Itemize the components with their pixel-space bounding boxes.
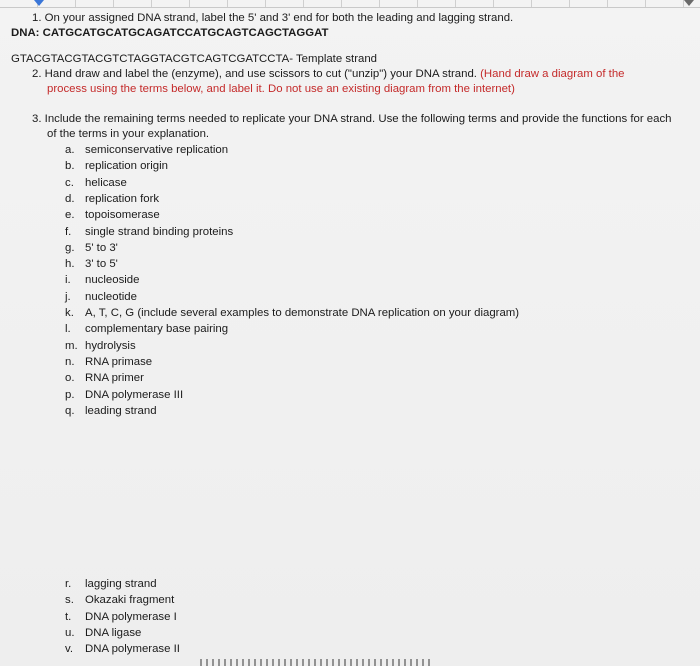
- question-2-red-text-1: (Hand draw a diagram of the: [480, 68, 625, 80]
- question-3-text: Include the remaining terms needed to replicate your DNA strand. Use the following terms and provide the functions for each: [44, 113, 672, 125]
- list-item-marker: t.: [65, 610, 72, 623]
- list-item: [65, 371, 144, 385]
- dna-label: DNA:: [11, 27, 40, 39]
- list-item-text: replication fork: [85, 192, 160, 205]
- list-item-marker: e.: [65, 209, 75, 222]
- list-item-marker: m.: [65, 339, 78, 352]
- list-item-text: leading strand: [85, 404, 157, 417]
- list-item-marker: u.: [65, 626, 75, 639]
- list-item-text: RNA primase: [85, 355, 153, 368]
- list-item-text: RNA primer: [85, 372, 144, 385]
- list-item-marker: v.: [65, 643, 74, 656]
- list-item-marker: b.: [65, 160, 75, 173]
- dna-line: [11, 26, 328, 40]
- question-3-line-2: of the terms in your explanation.: [47, 128, 210, 140]
- list-item-text: Okazaki fragment: [85, 594, 175, 607]
- list-item: [65, 225, 233, 239]
- list-item-text: single strand binding proteins: [85, 225, 234, 238]
- list-item-text: DNA polymerase I: [85, 610, 177, 623]
- question-3-number: 3.: [32, 113, 42, 125]
- list-item-text: 5' to 3': [85, 241, 118, 254]
- list-item-text: nucleotide: [85, 290, 137, 303]
- list-item-text: DNA ligase: [85, 626, 142, 639]
- list-item-text: semiconservative replication: [85, 144, 229, 156]
- list-item: [65, 626, 141, 640]
- list-item-text: replication origin: [85, 160, 168, 173]
- list-item-marker: i.: [65, 274, 71, 287]
- question-1: [32, 11, 513, 25]
- list-item: [65, 404, 157, 418]
- list-item-marker: r.: [65, 578, 72, 590]
- list-item-marker: g.: [65, 241, 75, 254]
- list-item-text: nucleoside: [85, 274, 140, 287]
- list-item-text: lagging strand: [85, 578, 157, 590]
- right-indent-marker-icon[interactable]: [684, 0, 694, 6]
- list-item-text: A, T, C, G (include several examples to demonstrate DNA replication on your diagram): [85, 307, 520, 319]
- list-item-marker: f.: [65, 225, 72, 238]
- list-item: [65, 610, 177, 624]
- list-item-marker: l.: [65, 323, 71, 336]
- list-item: [65, 577, 157, 591]
- list-item: [65, 322, 228, 336]
- list-item-marker: n.: [65, 355, 75, 368]
- question-2-number: 2.: [32, 68, 42, 80]
- ruler-bar: [0, 0, 700, 8]
- list-item: [65, 192, 159, 206]
- list-item: [65, 241, 118, 255]
- list-item: [65, 306, 519, 320]
- list-item-text: complementary base pairing: [85, 323, 229, 336]
- list-item-marker: j.: [65, 290, 71, 303]
- list-item-text: topoisomerase: [85, 209, 160, 222]
- dna-sequence: CATGCATGCATGCAGATCCATGCAGTCAGCTAGGAT: [42, 27, 329, 39]
- list-item: [65, 388, 183, 402]
- question-1-text: On your assigned DNA strand, label the 5' and 3' end for both the leading and lagging strand.: [44, 12, 514, 24]
- list-item: [65, 339, 136, 353]
- question-1-number: 1.: [32, 12, 42, 24]
- list-item: [65, 273, 139, 287]
- list-item-marker: q.: [65, 404, 75, 417]
- list-item: [65, 159, 168, 173]
- template-strand: GTACGTACGTACGTCTAGGTACGTCAGTCGATCCTA- Template strand: [11, 53, 378, 65]
- list-item-marker: d.: [65, 192, 75, 205]
- cut-off-text-fragment: [200, 659, 430, 666]
- question-2-line-1: [32, 67, 624, 81]
- list-item-marker: p.: [65, 388, 75, 401]
- list-item: [65, 290, 137, 304]
- list-item-text: 3' to 5': [85, 258, 118, 271]
- question-2-red-text-2: process using the terms below, and label it. Do not use an existing diagram from the internet): [47, 83, 515, 95]
- left-indent-marker-icon[interactable]: [34, 0, 44, 6]
- question-2-text: Hand draw and label the (enzyme), and use scissors to cut ("unzip") your DNA strand.: [44, 68, 477, 80]
- question-3-line-1: [32, 112, 672, 126]
- list-item-marker: o.: [65, 372, 75, 385]
- list-item-marker: h.: [65, 258, 75, 271]
- list-item: [65, 257, 118, 271]
- list-item: [65, 176, 127, 190]
- list-item-text: helicase: [85, 176, 127, 189]
- list-item-text: DNA polymerase III: [85, 388, 184, 401]
- list-item: [65, 642, 180, 656]
- list-item-text: DNA polymerase II: [85, 643, 180, 656]
- list-item-marker: s.: [65, 594, 74, 607]
- list-item: [65, 208, 160, 222]
- list-item: [65, 593, 174, 607]
- list-item-marker: a.: [65, 144, 75, 156]
- list-item: [65, 355, 152, 369]
- list-item-marker: k.: [65, 307, 74, 319]
- list-item: [65, 143, 228, 157]
- list-item-text: hydrolysis: [85, 339, 136, 352]
- list-item-marker: c.: [65, 176, 74, 189]
